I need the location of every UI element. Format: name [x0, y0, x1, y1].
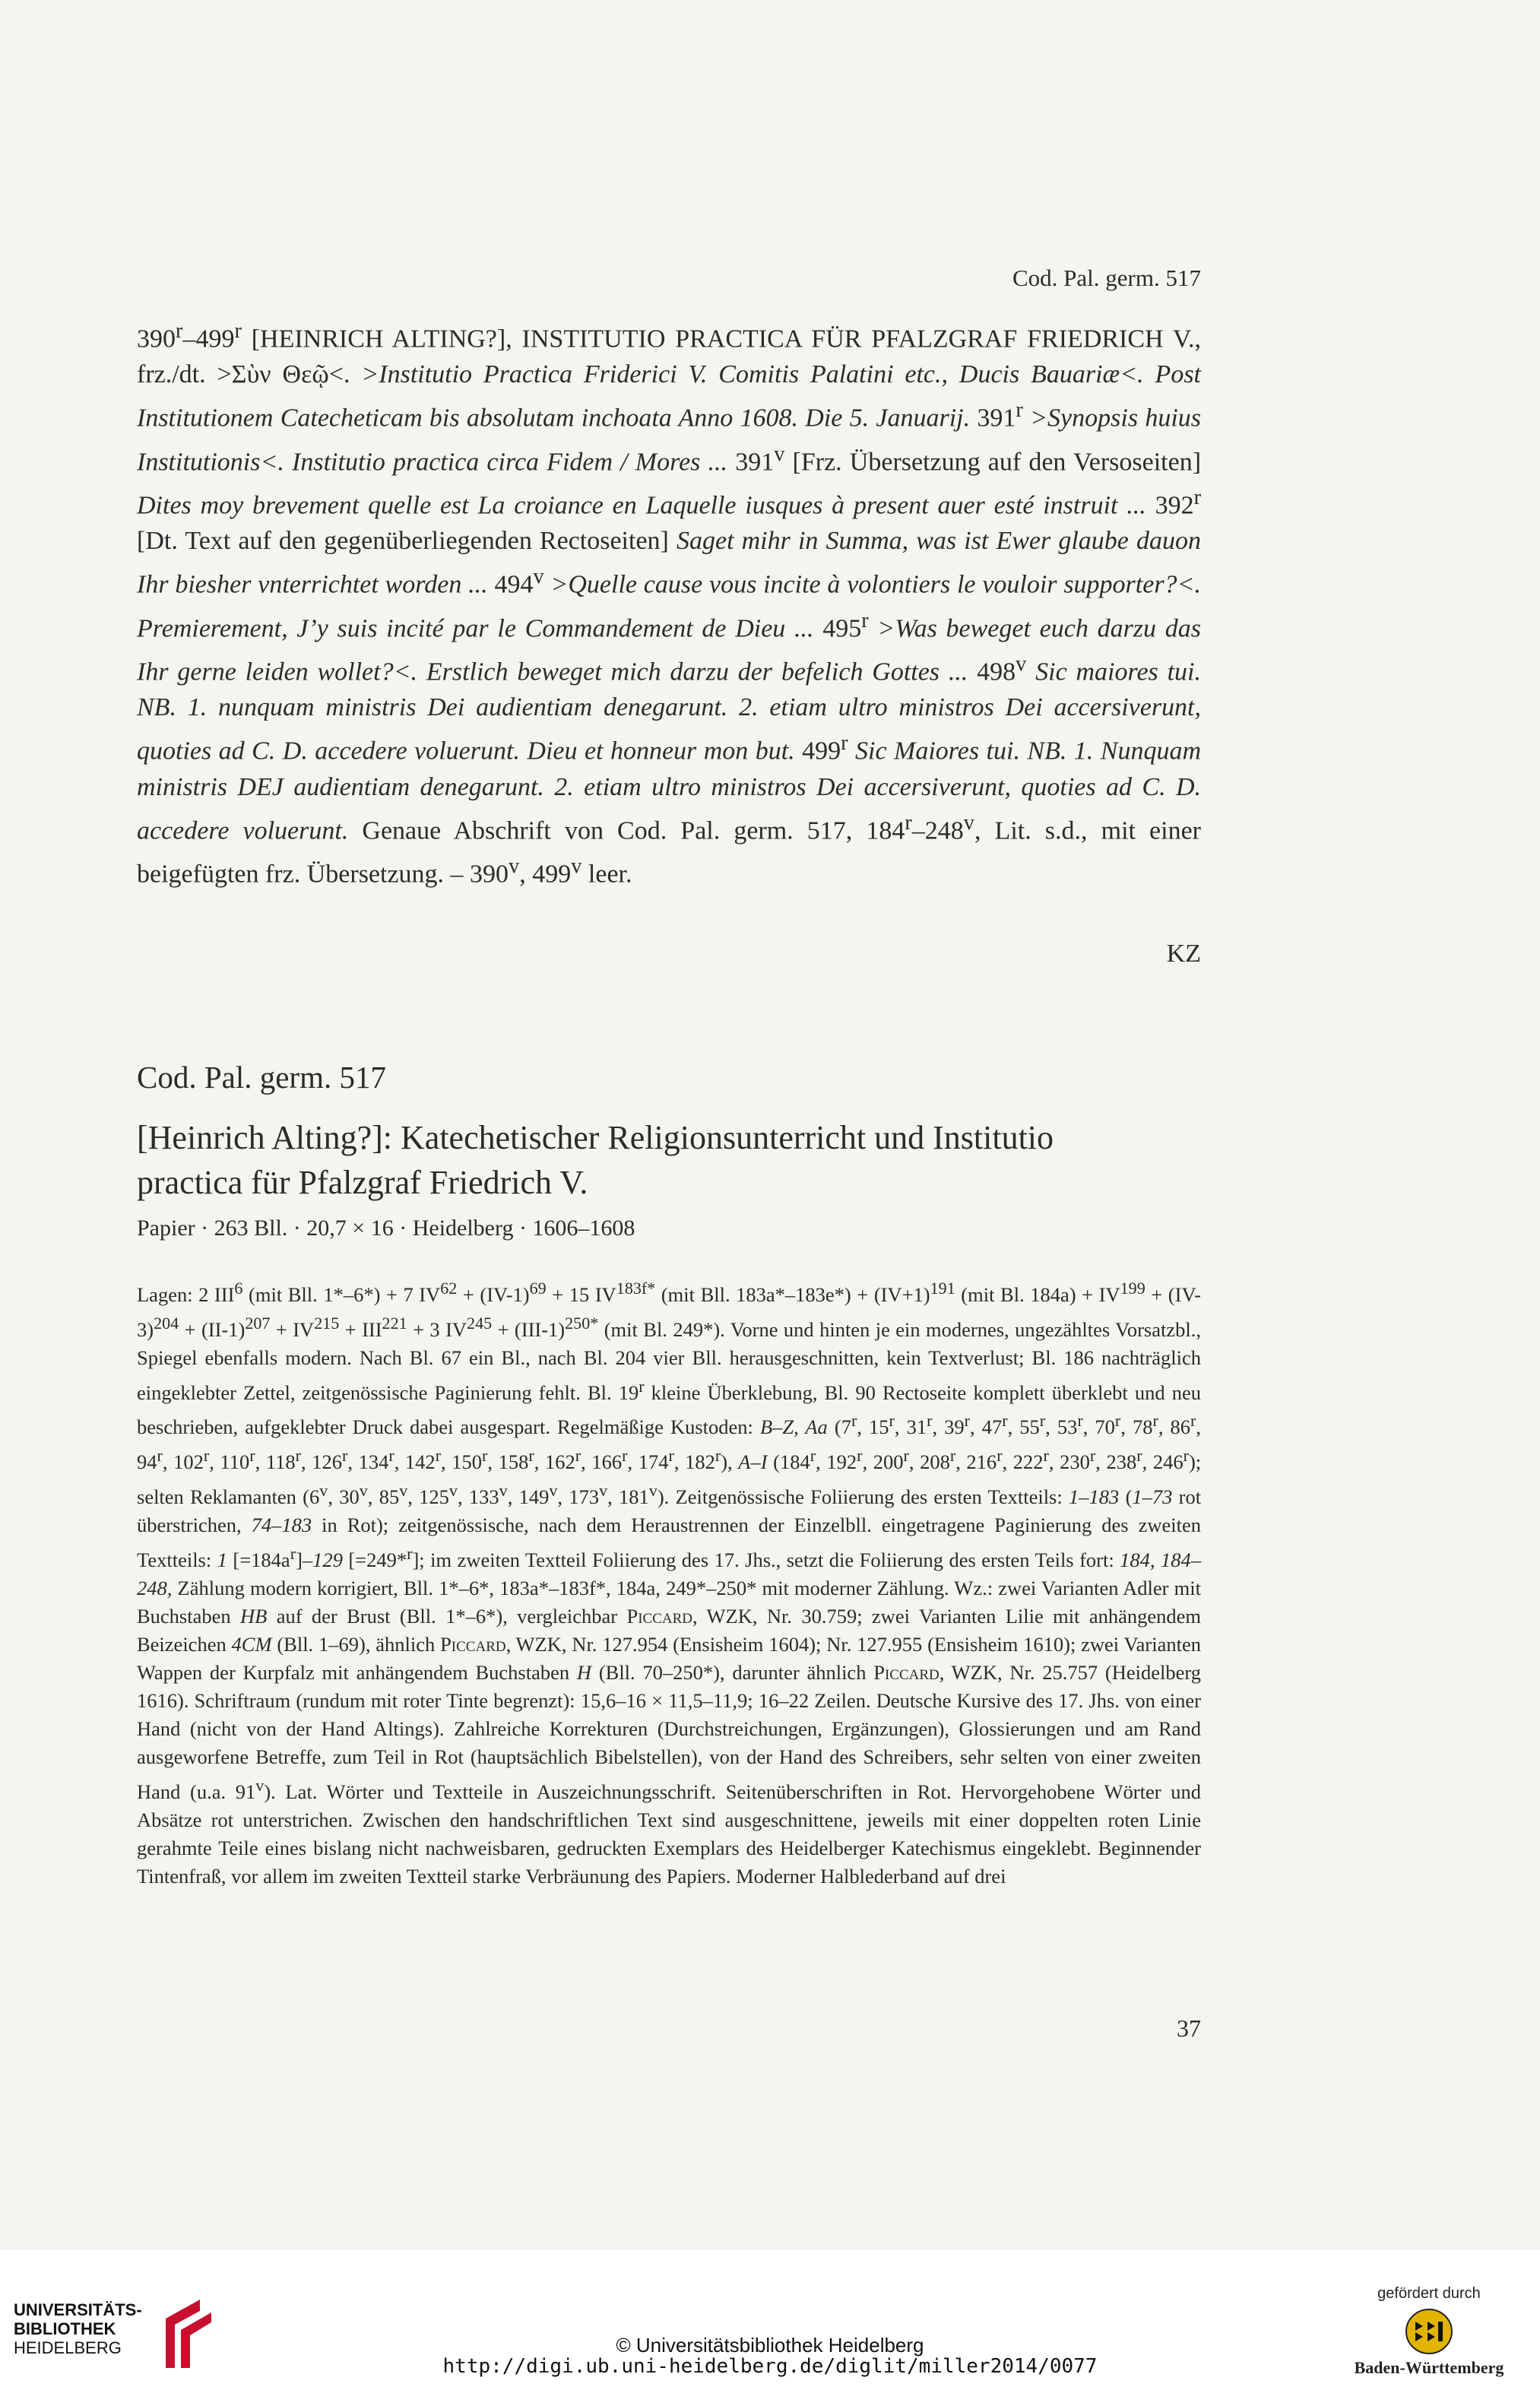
sup: r [157, 1446, 163, 1466]
text: , 78 [1120, 1415, 1153, 1439]
small-caps: Piccard [440, 1632, 506, 1656]
sponsor-name: Baden-Württemberg [1354, 2358, 1504, 2377]
sup: v [255, 1775, 265, 1795]
sup: r [1043, 1446, 1049, 1466]
sup: r [810, 1446, 816, 1466]
text: ]– [296, 1548, 313, 1571]
sup: 191 [930, 1279, 955, 1298]
sup: 183f* [616, 1279, 656, 1298]
text: , 246 [1142, 1450, 1184, 1474]
text: ]; im zweiten Textteil Foliierung des 17. Jhs., setzt die Foliierung des ersten Teils fort: [412, 1548, 1120, 1571]
quotation: >Institutio Practica Friderici V. Comitis Palatini etc., Ducis Bauariæ<. Post Institutionem Catecheticam bis absolutam inchoata Anno 1608. Die 5. Januarij. [137, 360, 1201, 433]
text: , 133 [457, 1485, 499, 1508]
text: , 118 [255, 1450, 296, 1474]
text: , 86 [1158, 1415, 1191, 1439]
text: + IV [270, 1317, 315, 1341]
text: + (III-1) [492, 1317, 566, 1341]
text: , 134 [347, 1450, 389, 1474]
italic: 129 [312, 1548, 343, 1571]
sup: r [388, 1446, 395, 1466]
italic: A–I [738, 1450, 768, 1474]
sup: 221 [382, 1313, 407, 1333]
text: , 102 [162, 1450, 204, 1474]
text: , 173 [557, 1485, 600, 1508]
text: (Bll. 1–69), ähnlich [271, 1632, 441, 1656]
text: ), [721, 1450, 739, 1474]
text: (7 [827, 1415, 851, 1439]
text: in Rot); zeitgenössische, nach dem Heraustrennen der Einzelbll. eingetragene Paginierung des zweiten Textteils: [137, 1513, 1201, 1571]
small-caps: Piccard [873, 1660, 940, 1684]
sup: 204 [154, 1313, 179, 1333]
codex-heading: Cod. Pal. germ. 517 [137, 1060, 386, 1095]
text: , 47 [970, 1415, 1003, 1439]
folio: 495 [813, 613, 862, 642]
sup: r [1114, 1411, 1121, 1431]
viewer-footer [0, 2250, 1540, 2390]
permalink-url[interactable]: http://digi.ub.uni-heidelberg.de/diglit/miller2014/0077 [442, 2355, 1098, 2378]
codex-title [137, 1115, 1201, 1205]
italic: H [576, 1660, 592, 1684]
folio-sup: v [509, 854, 520, 878]
sup: v [399, 1481, 408, 1501]
text: , 110 [209, 1450, 250, 1474]
note: [Frz. Übersetzung auf den Versoseiten] [784, 447, 1202, 476]
sup: 215 [314, 1313, 340, 1333]
folio: 390 [137, 325, 176, 353]
text: , 158 [487, 1450, 529, 1474]
text: , 166 [581, 1450, 623, 1474]
sup: r [927, 1411, 933, 1431]
text: (mit Bl. 249*). Vorne und hinten je ein modernes, ungezähltes Vorsatzbl., Spiegel ebenfalls modern. Nach Bl. 67 ein Bl., nach Bl. 204 vier Bll. herausgeschnitten, kein Textverlust; Bl. 186 nachträglich eingeklebter Zettel, zeitgenössische Paginierung fehlt. Bl. 19 [137, 1317, 1201, 1404]
quotation: Sic Maiores tui. NB. 1. Nunquam ministris DEJ audientiam denegarunt. 2. etiam ultro ministros Dei accersiverunt, quoties ad C. D. accedere voluerunt. [137, 737, 1201, 845]
text: Lagen: 2 III [137, 1282, 235, 1306]
folio-sup: r [234, 319, 242, 343]
folio: 391 [970, 404, 1016, 433]
quotation: >Quelle cause vous incite à volontiers le vouloir supporter?<. Premierement, J’y suis incité par le Commandement de Dieu ... [137, 570, 1201, 642]
sup: r [575, 1446, 581, 1466]
folio-sup: r [905, 810, 912, 835]
sup: r [1152, 1411, 1158, 1431]
sup: r [1039, 1411, 1046, 1431]
sup: v [599, 1481, 608, 1501]
quotation: Saget mihr in Summa, was ist Ewer glaube dauon Ihr biesher vnterrichtet worden ... [137, 527, 1201, 599]
text: , 94 [137, 1415, 1202, 1474]
logo-line: UNIVERSITÄTS- [14, 2300, 142, 2319]
text: , 39 [932, 1415, 965, 1439]
note: leer. [581, 860, 632, 889]
text: , 150 [441, 1450, 483, 1474]
sup: r [482, 1446, 488, 1466]
text: , 126 [300, 1450, 342, 1474]
sup: r [1077, 1411, 1083, 1431]
sup: v [549, 1481, 558, 1501]
folio-sup: r [841, 731, 848, 756]
running-head: Cod. Pal. germ. 517 [1012, 265, 1201, 291]
text: (184 [767, 1450, 810, 1474]
sup: r [249, 1446, 255, 1466]
folio-sup: v [571, 854, 582, 878]
sup: r [964, 1411, 971, 1431]
text: , 55 [1007, 1415, 1040, 1439]
sup: r [1183, 1446, 1189, 1466]
text: , 181 [607, 1485, 649, 1508]
sup: r [1089, 1446, 1096, 1466]
quotation: Dites moy brevement quelle est La croiance en Laquelle iusques à present auer esté instruit ... [137, 491, 1146, 520]
text: , WZK, Nr. 30.759; zwei Varianten Lilie mit anhängendem Beizeichen [137, 1604, 1201, 1656]
sup: r [949, 1446, 956, 1466]
text: + 3 IV [407, 1317, 467, 1341]
note: , 499 [519, 860, 572, 889]
text: , WZK, Nr. 25.757 (Heidelberg 1616). Schriftraum (rundum mit roter Tinte begrenzt): 15,6–16 × 11,5–11,9; 16–22 Zeilen. Deutsche Kursive des 17. Jhs. von einer Hand (nicht von der Hand Altings). Zahlreiche Korrekturen (Durchstreichungen, Ergänzungen), Glossierungen und am Rand ausgeworfene Betreffe, zum Teil in Rot (hauptsächlich Bibelstellen), von der Hand des Schreibers, sehr selten von einer zweiten Hand (u.a. 91 [137, 1660, 1201, 1803]
note: –248 [911, 816, 964, 845]
text: , 182 [673, 1450, 715, 1474]
text: , 230 [1048, 1450, 1090, 1474]
sup: r [290, 1543, 296, 1563]
sup: r [203, 1446, 210, 1466]
sup: r [889, 1411, 895, 1431]
folio-sup: v [1016, 651, 1027, 676]
sup: 207 [245, 1313, 271, 1333]
folio-sup: r [176, 319, 183, 343]
text: ). Lat. Wörter und Textteile in Auszeichnungsschrift. Seitenüberschriften in Rot. Hervorgehobene Wörter und Absätze rot unterstrichen. Zwischen den handschriftlichen Text sind ausgeschnittene, jeweils mit einer doppelten roten Linie gerahmte Teile eines bislang nicht nachweisbaren, gedruckten Exemplars des Heidelberger Katechismus eingeklebt. Beginnender Tintenfraß, vor allem im zweiten Textteil starke Verbräunung des Papiers. Moderner Halblederband auf drei [137, 1780, 1201, 1888]
sup: v [319, 1481, 328, 1501]
folio-sup: r [861, 608, 869, 632]
text: , WZK, Nr. 127.954 (Ensisheim 1604); Nr. 127.955 (Ensisheim 1610); zwei Varianten Wappen der Kurpfalz mit anhängendem Buchstaben [137, 1632, 1201, 1684]
sup: v [359, 1481, 368, 1501]
quotation: >Was beweget euch darzu das Ihr gerne leiden wollet?<. Erstlich beweget mich darzu der befelich Gottes ... [137, 613, 1201, 686]
text: [=184a [227, 1548, 290, 1571]
text: [=249* [342, 1548, 407, 1571]
folio: –499 [182, 325, 235, 353]
sup: v [499, 1481, 508, 1501]
text: , 70 [1082, 1415, 1115, 1439]
note: , Lit. s.d., mit einer beigefügten frz. Übersetzung. – 390 [137, 816, 1201, 889]
codex-title-line: [Heinrich Alting?]: Katechetischer Religionsunterricht und Institutio [137, 1119, 1054, 1156]
folio: 499 [794, 737, 841, 765]
text: , 149 [507, 1485, 550, 1508]
text: rot überstrichen, [137, 1485, 1202, 1536]
sup: r [715, 1446, 721, 1466]
text: kleine Überklebung, Bl. 90 Rectoseite komplett überklebt und neu beschrieben, aufgeklebter Druck dabei ausgespart. Regelmäßige Kustoden: [137, 1380, 1201, 1439]
text: ); selten Reklamanten (6 [137, 1450, 1202, 1508]
sup: 69 [529, 1279, 547, 1298]
italic: 184, 184–248, [137, 1548, 1201, 1599]
text: , 216 [955, 1450, 997, 1474]
entry-heading: [HEINRICH ALTING?], INSTITUTIO PRACTICA FÜR PFALZGRAF FRIEDRICH V., frz./dt. >Σὺν Θεῷ<. [137, 325, 1201, 389]
sup: r [857, 1446, 863, 1466]
text: , 192 [816, 1450, 857, 1474]
text: , 53 [1045, 1415, 1078, 1439]
sup: v [648, 1481, 658, 1501]
italic: 4CM [231, 1632, 272, 1656]
sup: r [997, 1446, 1003, 1466]
text: , 30 [328, 1485, 360, 1508]
text: , 31 [894, 1415, 927, 1439]
sup: r [341, 1446, 348, 1466]
text: + (II-1) [179, 1317, 246, 1341]
sup: r [528, 1446, 534, 1466]
note: [Dt. Text auf den gegenüberliegenden Rectoseiten] [137, 527, 677, 556]
logo-line: HEIDELBERG [14, 2338, 122, 2357]
folio: 392 [1145, 491, 1194, 520]
text: ). Zeitgenössische Foliierung des ersten Textteils: [657, 1485, 1069, 1508]
sup: r [851, 1411, 857, 1431]
text: , 15 [857, 1415, 889, 1439]
text: Zählung modern korrigiert, Bll. 1*–6*, 183a*–183f*, 184a, 249*–250* mit moderner Zählung. Wz.: zwei Varianten Adler mit Buchstaben [137, 1576, 1201, 1628]
text: , 85 [367, 1485, 400, 1508]
page-number: 37 [1177, 2014, 1201, 2042]
folio-sup: r [1193, 485, 1202, 509]
sup: r [622, 1446, 628, 1466]
sup: r [903, 1446, 909, 1466]
italic: 1 [217, 1548, 227, 1571]
sup: v [448, 1481, 458, 1501]
sponsor-block[interactable] [1338, 2285, 1520, 2384]
sup: r [1136, 1446, 1142, 1466]
folio-sup: v [774, 442, 785, 466]
text: auf der Brust (Bll. 1*–6*), vergleichbar [267, 1604, 627, 1628]
quotation: Sic maiores tui. NB. 1. nunquam ministris Dei audientiam denegarunt. 2. etiam ultro ministros Dei accersiverunt, quoties ad C. D. accedere voluerunt. Dieu et honneur mon but. [137, 658, 1201, 765]
italic: HB [240, 1604, 268, 1628]
folio-sup: v [533, 565, 544, 589]
folio: 391 [727, 447, 775, 476]
text: ( [1119, 1485, 1133, 1508]
physical-description: Papier · 263 Bll. · 20,7 × 16 · Heidelberg · 1606–1608 [137, 1216, 635, 1241]
sup: r [435, 1446, 442, 1466]
text: + III [339, 1317, 382, 1341]
entry-paragraph-390 [137, 313, 1201, 892]
text: (mit Bl. 184a) + IV [955, 1282, 1120, 1306]
text: + (IV-1) [457, 1282, 530, 1306]
text: , 174 [627, 1450, 669, 1474]
sup: 62 [440, 1279, 458, 1298]
text: + 15 IV [546, 1282, 616, 1306]
text: , 200 [862, 1450, 904, 1474]
folio-sup: r [1016, 398, 1023, 423]
italic: B–Z, Aa [759, 1415, 828, 1439]
sponsor-label: gefördert durch [1377, 2285, 1481, 2302]
folio-sup: v [963, 810, 974, 835]
italic: 74–183 [251, 1513, 312, 1536]
text: (mit Bll. 183a*–183e*) + (IV+1) [655, 1282, 930, 1306]
sup: r [407, 1543, 413, 1563]
italic: 1–73 [1132, 1485, 1173, 1508]
author-initials: KZ [1166, 940, 1201, 968]
text: + (IV-3) [137, 1282, 1201, 1341]
sup: 245 [467, 1313, 493, 1333]
entry-text [137, 313, 1201, 892]
codicological-description [137, 1274, 1201, 1891]
sup: 250* [565, 1313, 599, 1333]
text: , 162 [534, 1450, 575, 1474]
small-caps: Piccard [626, 1604, 692, 1628]
codex-title-line: practica für Pfalzgraf Friedrich V. [137, 1164, 588, 1201]
sup: r [295, 1446, 301, 1466]
text: (mit Bll. 1*–6*) + 7 IV [242, 1282, 441, 1306]
folio: 498 [968, 658, 1016, 686]
text: , 238 [1095, 1450, 1137, 1474]
text: (Bll. 70–250*), darunter ähnlich [591, 1660, 874, 1684]
sup: r [668, 1446, 674, 1466]
italic: 1–183 [1069, 1485, 1120, 1508]
quotation: >Synopsis huius Institutionis<. Institutio practica circa Fidem / Mores ... [137, 404, 1202, 476]
logo-line: BIBLIOTHEK [14, 2319, 116, 2338]
copyright-notice: © Universitätsbibliothek Heidelberg [616, 2334, 924, 2357]
folio: 494 [487, 570, 534, 599]
sup: 199 [1120, 1279, 1145, 1298]
text: , 208 [908, 1450, 950, 1474]
note: Genaue Abschrift von Cod. Pal. germ. 517, 184 [348, 816, 905, 845]
sup: r [1190, 1411, 1196, 1431]
text: , 125 [407, 1485, 449, 1508]
text: , 142 [394, 1450, 436, 1474]
sup: 6 [234, 1279, 243, 1298]
text: , 222 [1002, 1450, 1044, 1474]
baden-wuerttemberg-emblem-icon [1405, 2308, 1453, 2355]
sup: r [638, 1376, 645, 1396]
sup: r [1002, 1411, 1008, 1431]
